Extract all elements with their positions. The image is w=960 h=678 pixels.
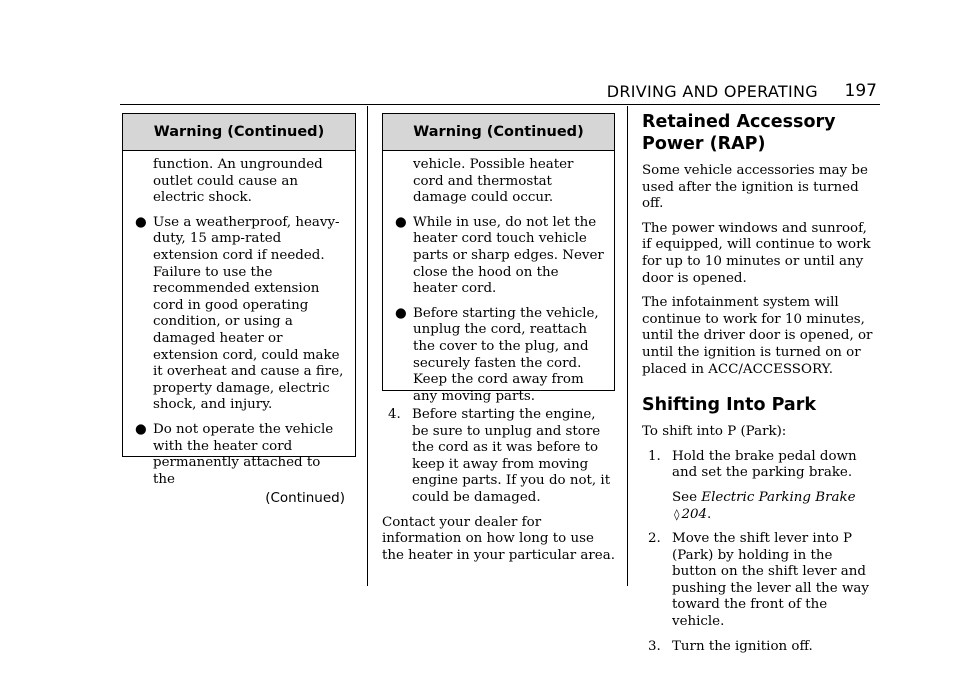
continued-label: (Continued) — [265, 490, 345, 507]
paragraph: To shift into P (Park): — [642, 424, 787, 440]
list-item — [393, 306, 604, 406]
warning-box — [122, 113, 356, 507]
column-divider — [627, 106, 628, 586]
numbered-step — [642, 531, 878, 631]
list-item-text: Before starting the vehicle, unplug the cord, reattach the cover to the plug, and securely fasten the cord. Keep the cord away from any moving parts. — [413, 305, 599, 404]
page-reference-icon: ◊ — [674, 507, 680, 521]
paragraph: The power windows and sunroof, if equipped, will continue to work for up to 10 minutes or until any door is opened. — [642, 220, 871, 286]
list-item-text: While in use, do not let the heater cord touch vehicle parts or sharp edges. Never close the hood on the heater cord. — [413, 214, 604, 297]
section-title: DRIVING AND OPERATING — [606, 82, 818, 101]
cross-reference: See Electric Parking Brake ◊ 204. — [672, 489, 856, 522]
bullet-icon: ● — [135, 421, 147, 437]
section-heading: Shifting Into Park — [642, 395, 817, 416]
warning-text: vehicle. Possible heater cord and thermostat damage could occur. — [413, 157, 574, 206]
list-item-text: Use a weatherproof, heavy-duty, 15 amp-rated extension cord if needed. Failure to use the recommended extension cord in good operating condition, or using a damaged heater or extension cord, could make it overheat and cause a fire, property damage, electric shock, and injury. — [153, 214, 344, 413]
step-number: 3. — [648, 638, 661, 654]
list-item — [133, 215, 345, 414]
numbered-step — [642, 449, 878, 523]
numbered-step — [382, 407, 616, 507]
list-item — [393, 215, 604, 298]
step-text: Move the shift lever into P (Park) by holding in the button on the shift lever and pushing the lever all the way toward the front of the vehicle. — [672, 531, 869, 630]
list-item-text: Do not operate the vehicle with the heater cord permanently attached to the — [153, 421, 334, 487]
bullet-icon: ● — [395, 305, 407, 321]
column-3-body — [642, 111, 878, 655]
cross-reference-link[interactable]: Electric Parking Brake — [701, 489, 856, 505]
paragraph: Contact your dealer for information on how long to use the heater in your particular area. — [382, 514, 615, 563]
numbered-step — [642, 639, 878, 656]
step-number: 4. — [388, 407, 401, 422]
list-item — [133, 422, 345, 488]
warning-title: Warning (Continued) — [123, 114, 355, 151]
step-text: Turn the ignition off. — [672, 638, 813, 654]
column-divider — [367, 106, 368, 586]
bullet-icon: ● — [135, 214, 147, 230]
bullet-icon: ● — [395, 214, 407, 230]
column-2-body — [382, 407, 616, 572]
step-text: Hold the brake pedal down and set the parking brake. — [672, 448, 857, 481]
paragraph: Some vehicle accessories may be used after the ignition is turned off. — [642, 163, 868, 212]
page-header — [120, 80, 880, 105]
warning-title: Warning (Continued) — [383, 114, 614, 151]
step-text: Before starting the engine, be sure to unplug and store the cord as it was before to keep it away from moving engine parts. If you do not, it could be damaged. — [412, 407, 611, 505]
section-heading: Retained Accessory Power (RAP) — [642, 112, 836, 154]
cross-reference-page[interactable]: 204 — [681, 506, 707, 522]
warning-text: function. An ungrounded outlet could cause an electric shock. — [153, 157, 323, 206]
warning-box — [382, 113, 615, 404]
paragraph: The infotainment system will continue to work for 10 minutes, until the driver door is opened, or until the ignition is turned on or placed in ACC/ACCESSORY. — [642, 295, 873, 377]
page-number: 197 — [844, 81, 877, 101]
step-number: 1. — [648, 448, 661, 464]
step-number: 2. — [648, 531, 661, 547]
